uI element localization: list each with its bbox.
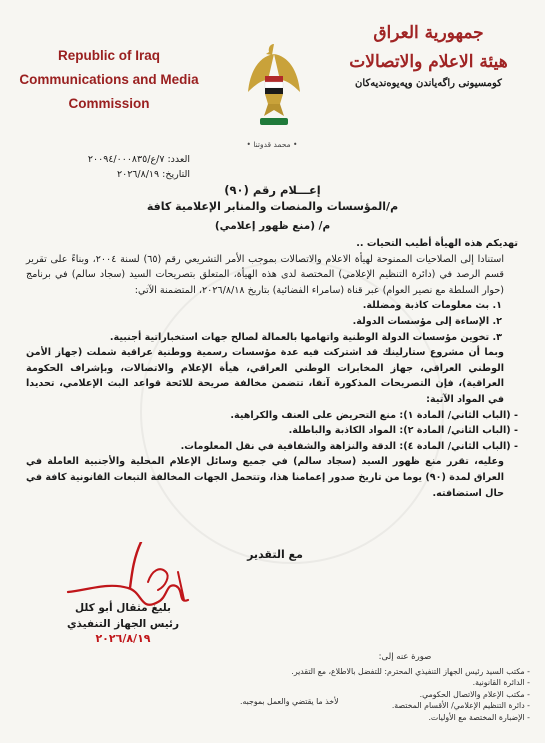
header-arabic — [326, 18, 531, 92]
notice-recipients: م/المؤسسات والمنصات والمنابر الإعلامية كافة — [146, 200, 399, 213]
copies-line: - مكتب الإعلام والاتصال الحكومي. — [419, 689, 530, 699]
article-item: - (الباب الثاني/ المادة ٢): المواد الكاذبة والباطلة. — [288, 425, 518, 437]
motto-text: • محمد قدوتنا • — [246, 140, 298, 149]
signatory-title: رئيس الجهاز التنفيذي — [66, 618, 180, 630]
header-arabic-line: جمهورية العراق — [373, 23, 484, 43]
closing-regards: مع التقدير — [247, 548, 303, 561]
copies-line: - دائرة التنظيم الإعلامي/ الأقسام المختصة. — [391, 701, 530, 711]
notice-subject: م/ (منع ظهور إعلامي) — [214, 220, 331, 232]
copies-line: - مكتب السيد رئيس الجهاز التنفيذي المحترم: للتفضل بالاطلاع، مع التقدير. — [291, 666, 530, 676]
article-item: - (الباب الثاني/ المادة ١): منع التحريض على العنف والكراهية. — [230, 409, 518, 421]
article-item: - (الباب الثاني/ المادة ٤): الدقة والنزاهة والشفافية في نقل المعلومات. — [180, 440, 518, 452]
copies-line: - الدائرة القانونية. — [472, 678, 530, 688]
eagle-emblem-icon — [246, 40, 302, 132]
list-item: ١. بث معلومات كاذبة ومضللة. — [362, 300, 502, 312]
signature-date — [48, 632, 198, 645]
header-english — [14, 44, 204, 116]
copies-brace-note: لأخذ ما يقتضي والعمل بموجبه. — [240, 697, 339, 706]
header-kurdish-line: كومسيونى راگەیاندن وپەیوەندیەکان — [355, 78, 502, 89]
copies-line: - الإضبارة المختصة مع الأوليات. — [428, 712, 530, 722]
starlink-paragraph: وبما أن مشروع ستارلينك قد اشتركت فيه عدة مؤسسات رسمية ووطنية عراقية شملت (جهاز الأمن الوطني العراقي، جهاز المخابرات الوطني العراقي، هيأة الإعلام والاتصالات، وبإشراف الحكومة العراقية)، فإن التصريحات المذكورة آنفا، تتضمن مخالفة صريحة للائحة قواعد البث الإعلامي، تحديدا في المواد الآتية: — [26, 347, 504, 405]
header-arabic-line: هيئة الاعلام والاتصالات — [349, 52, 508, 72]
list-item: ٣. تخوين مؤسسات الدولة الوطنية واتهامها بالعمالة لصالح جهات استخباراتية أجنبية. — [109, 331, 502, 343]
signatory — [48, 600, 198, 632]
copies-section — [190, 652, 530, 724]
greeting: تهديكم هذه الهيأة أطيب التحيات .. — [356, 238, 518, 249]
copies-heading: صورة عنه إلى: — [378, 652, 432, 662]
list-item: ٢. الإساءة إلى مؤسسات الدولة. — [352, 315, 502, 327]
signature-date-text: ٢٠٢٦/٨/١٩ — [95, 632, 151, 645]
signatory-name: بليغ مثقال أبو كلل — [75, 602, 171, 614]
header-english-line: Commission — [68, 96, 150, 111]
header-english-line: Republic of Iraq — [57, 48, 160, 63]
reference-number: العدد: ٧/ع/٢٠٠٩٤/٠٠٠٨٣٥ — [87, 154, 190, 165]
letter-body — [26, 236, 518, 501]
header-english-line: Communications and Media — [19, 72, 199, 87]
reference-block — [40, 152, 190, 182]
decision-paragraph: وعليه، تقرر منع ظهور السيد (سجاد سالم) في جميع وسائل الإعلام المحلية والأجنبية العاملة في العراق لمدة (٩٠) يوما من تاريخ صدور إعمامنا هذا، وتتحمل الجهات المخالفة التبعات القانونية كافة في حال استضافته. — [26, 456, 504, 499]
intro-paragraph: استنادا إلى الصلاحيات الممنوحة لهيأة الاعلام والاتصالات بموجب الأمر التشريعي رقم (٦٥) لسنة ٢٠٠٤، وبناءً على تقرير قسم الرصد في (دائرة التنظيم الإعلامي) المختصة لدى هذه الهيأة، المتعلق بتصريحات السيد (سجاد سالم) في برنامج (حوار السلطة مع نصير العوام) عبر قناة (سامراء الفضائية) بتاريخ ٢٠٢٦/٨/١٨، المتضمنة الآتي: — [26, 253, 504, 296]
notice-number: إعـــلام رقم (٩٠) — [224, 183, 321, 197]
reference-date: التاريخ: ٢٠٢٦/٨/١٩ — [116, 169, 190, 180]
